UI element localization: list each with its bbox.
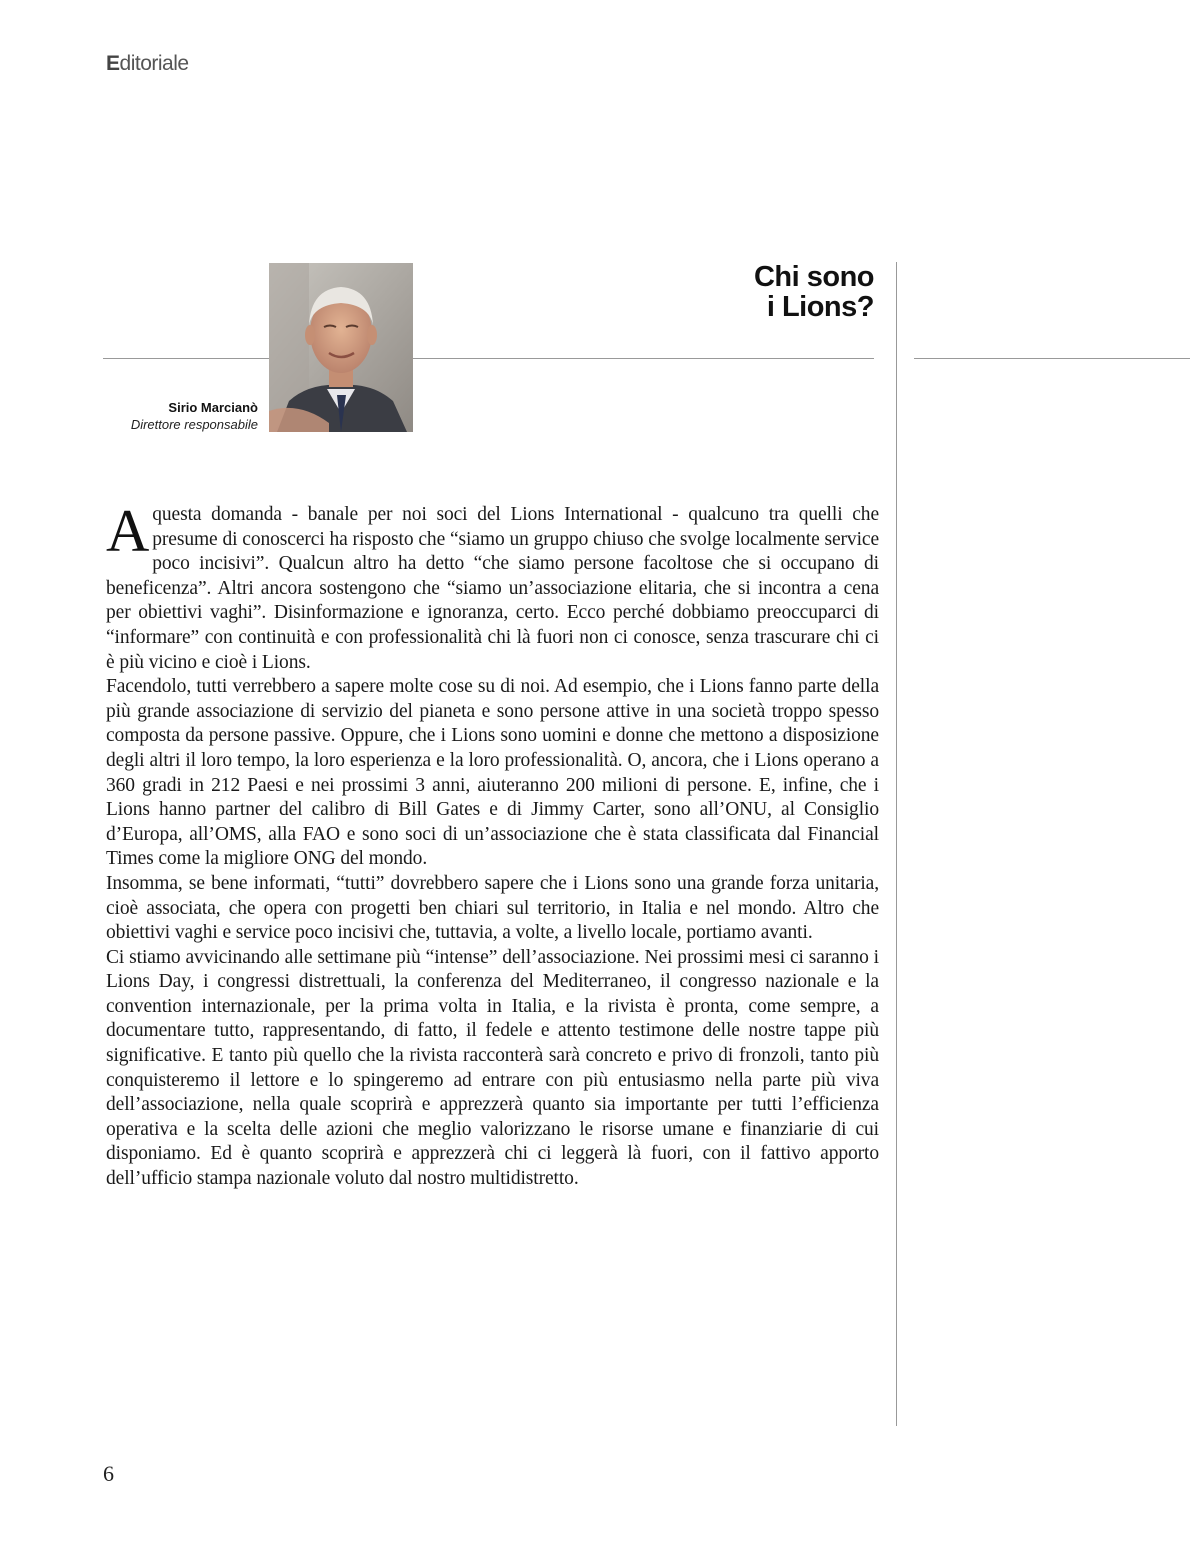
side-column-rule	[914, 358, 1190, 359]
author-byline	[100, 399, 258, 433]
drop-cap: A	[106, 498, 150, 564]
page-number: 6	[103, 1461, 114, 1486]
section-label	[106, 52, 189, 76]
section-label-rest: ditoriale	[119, 52, 189, 75]
author-name: Sirio Marcianò	[168, 400, 258, 415]
column-divider	[896, 262, 897, 1426]
author-role: Direttore responsabile	[130, 417, 258, 432]
paragraph: Insomma, se bene informati, “tutti” dovrebbero sapere che i Lions sono una grande forza unitaria, cioè associata, che opera con progetti ben chiari sul territorio, in Italia e nel mondo. Altro che obiettivi vaghi e service poco incisivi che, tuttavia, a volte, a livello locale, portiamo avanti.	[106, 872, 879, 944]
article-title-line-1: Chi sono	[753, 261, 874, 293]
header-rule	[103, 358, 874, 359]
paragraph: Ci stiamo avvicinando alle settimane più “intense” dell’associazione. Nei prossimi mesi ci saranno i Lions Day, i congressi distrettuali, la conferenza del Mediterraneo, il congresso nazionale e la convention internazionale, per la prima volta in Italia, e la rivista è pronta, come sempre, a documentare tutto, rappresentando, di fatto, il fedele e attento testimone delle nostre tappe più significative. E tanto più quello che la rivista racconterà sarà concreto e privo di fronzoli, tanto più conquisteremo il lettore e lo spingeremo ad entrare con più entusiasmo nella parte più viva dell’associazione, nella quale scoprirà e apprezzerà quanto sia importante per tutti l’efficienza operativa e la scelta delle azioni che meglio valorizzano le risorse umane e finanziarie di cui disponiamo. Ed è quanto scoprirà e apprezzerà chi ci leggerà là fuori, con il fattivo apporto dell’ufficio stampa nazionale voluto dal nostro multidistretto.	[106, 946, 879, 1190]
paragraph-text: questa domanda - banale per noi soci del Lions International - qualcuno tra quelli che presume di conoscerci ha risposto che “siamo un gruppo chiuso che svolge localmente service poco incisivi”. Qualcun altro ha detto “che siamo persone facoltose che si occupano di beneficenza”. Altri ancora sostengono che “siamo un’associazione elitaria, che si incontra a cena per obiettivi vaghi”. Disinformazione e ignoranza, certo. Ecco perché dobbiamo preoccuparci di “informare” con continuità e con professionalità chi là fuori non ci conosce, senza trascurare chi ci è più vicino e cioè i Lions.	[106, 504, 879, 673]
article-title	[574, 262, 874, 322]
article-body	[106, 498, 879, 1192]
paragraph	[106, 498, 879, 675]
paragraph: Facendolo, tutti verrebbero a sapere molte cose su di noi. Ad esempio, che i Lions fanno parte della più grande associazione di servizio del pianeta e sono persone attive in una società troppo spesso composta da persone passive. Oppure, che i Lions sono uomini e donne che mettono a disposizione degli altri il loro tempo, la loro esperienza e la loro professionalità. O, ancora, che i Lions operano a 360 gradi in 212 Paesi e nei prossimi 3 anni, aiuteranno 200 milioni di persone. E, infine, che i Lions hanno partner del calibro di Bill Gates e di Jimmy Carter, sono all’ONU, al Consiglio d’Europa, all’OMS, alla FAO e sono soci di un’associazione che è stata classificata dal Financial Times come la migliore ONG del mondo.	[106, 676, 879, 870]
article-title-line-2: i Lions?	[766, 291, 874, 323]
author-photo	[269, 263, 413, 432]
section-label-initial: E	[106, 52, 120, 75]
